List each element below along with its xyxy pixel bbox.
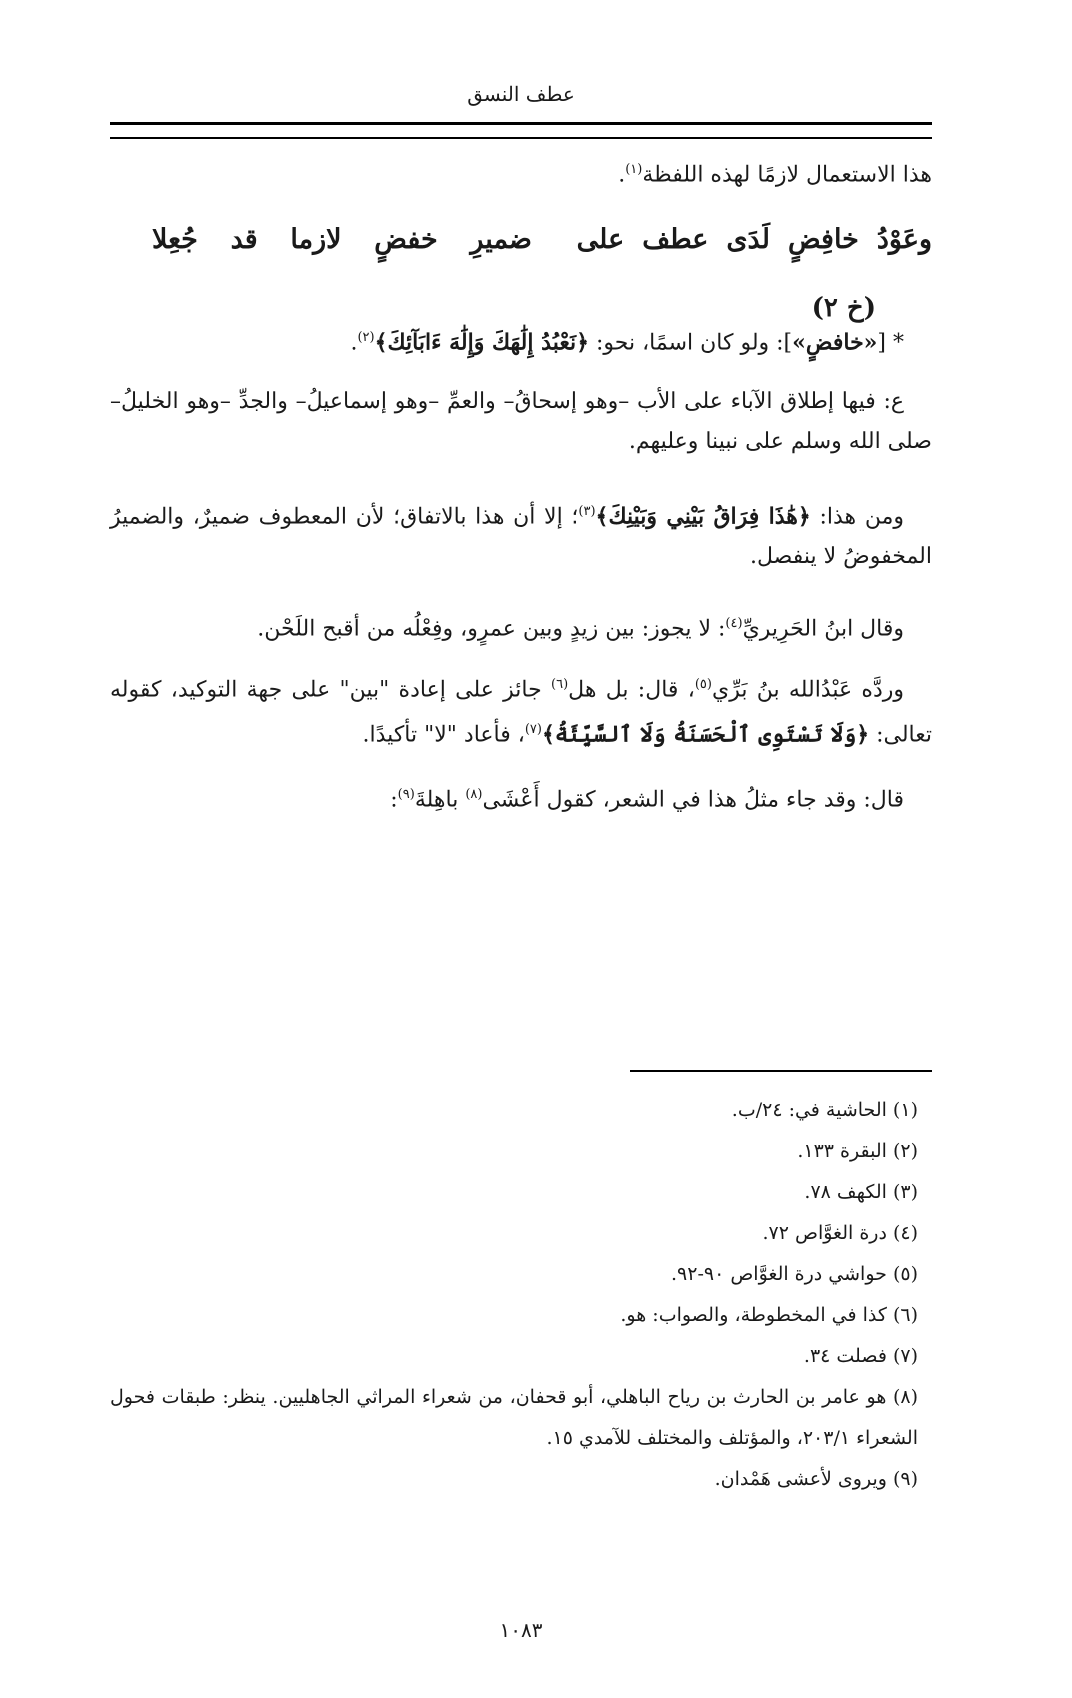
verse-word: قد [230, 224, 258, 255]
paragraph-6 [110, 775, 932, 820]
header-rule-thin [110, 137, 932, 139]
footnote-ref: (٢) [357, 330, 375, 345]
text: : [390, 787, 398, 813]
intro-text: هذا الاستعمال لازمًا لهذه اللفظة [642, 162, 932, 188]
footnote: (٢) البقرة ١٣٣. [797, 1140, 918, 1162]
verse-reference: (خ ٢) [811, 293, 876, 323]
footnote-ref: (٤) [725, 616, 743, 631]
verse-word: ضميرِ [470, 224, 532, 255]
footnote-ref: (٩) [397, 787, 415, 802]
verse-word: خافِضٍ [787, 224, 859, 255]
text: * [ [877, 330, 904, 356]
paragraph-2: ع: فيها إطلاق الآباء على الأب –وهو إسحاقُ– والعمِّ –وهو إسماعيلُ– والجدِّ –وهو الخليلُ– صلى الله وسلم على نبينا وعليهم. [110, 389, 932, 454]
text: ، قال: بل هل [568, 677, 695, 703]
quran-quote: ﴿وَلَا تَسْتَوِى ٱلْحَسَنَةُ وَلَا ٱلسَّيِّئَةُ﴾ [541, 721, 870, 748]
text: وردَّه عَبْدُالله بنُ بَرِّي [711, 677, 904, 703]
footnote-ref: (٥) [694, 677, 712, 692]
paragraph-4 [110, 604, 932, 649]
verse-hemistich-2 [152, 218, 532, 262]
verse-word: وعَوْدُ [876, 224, 932, 255]
footnote: (٣) الكهف ٧٨. [804, 1181, 918, 1203]
footnotes [110, 1090, 932, 1500]
verse-word: خفضٍ [374, 224, 438, 255]
text: ؛ إلا أن هذا بالاتفاق؛ لأن المعطوف ضميرٌ، والضميرُ المخفوضُ لا ينفصل. [110, 504, 932, 570]
bold-term: «خافضٍ» [792, 329, 878, 356]
verse-hemistich-1 [576, 218, 932, 262]
text: ]: ولو كان اسمًا، نحو: [588, 330, 793, 356]
footnote: (١) الحاشية في: ٢٤/ب. [731, 1099, 918, 1121]
footnote-separator [630, 1070, 932, 1072]
verse-word: على [576, 224, 625, 255]
verse-block [152, 218, 932, 262]
text: وقال ابنُ الحَرِيريِّ [742, 616, 904, 642]
footnote: (٧) فصلت ٣٤. [803, 1345, 918, 1367]
footnote-ref: (٦) [551, 677, 569, 692]
footnote-ref: (٣) [578, 504, 596, 519]
text: جائز على إعادة "بين" على جهة التوكيد، كقوله تعالى: [110, 677, 932, 748]
quran-quote: ﴿نَعْبُدُ إِلَٰهَكَ وَإِلَٰهَ ءَابَآئِكَ﴾ [374, 329, 589, 356]
intro-line: هذا الاستعمال لازمًا لهذه اللفظة$^{(١)}$. [618, 162, 932, 188]
quran-quote: ﴿هَٰذَا فِرَاقُ بَيْنِي وَبَيْنِكَ﴾ [595, 503, 811, 530]
footnote: (٦) كذا في المخطوطة، والصواب: هو. [620, 1304, 918, 1326]
verse-word: لَدَى [726, 224, 770, 255]
verse-line [152, 218, 932, 262]
page-number: ١٠٨٣ [499, 1618, 543, 1642]
text: : لا يجوز: بين زيدٍ وبين عمرٍو، وفِعْلُه من أقبح اللَحْن. [257, 616, 726, 642]
verse-word: عطف [642, 224, 709, 255]
verse-word: لازما [290, 224, 342, 255]
footnote-ref: (١) [625, 162, 643, 177]
footnote: (٤) درة الغوَّاص ٧٢. [762, 1222, 918, 1244]
paragraph-5 [110, 665, 932, 756]
paragraph-1: * [«خافضٍ»]: ولو كان اسمًا، نحو: ﴿نَعْبُدُ إِلَٰهَكَ وَإِلَٰهَ ءَابَآئِكَ﴾$^{(٢)}$. [350, 329, 904, 356]
footnote-ref: (٨) [465, 787, 483, 802]
text: قال: وقد جاء مثلُ هذا في الشعر، كقول أَعْشَى [482, 787, 904, 813]
text: ومن هذا: [810, 504, 904, 530]
text: ، فأعاد "لا" تأكيدًا. [362, 722, 525, 748]
footnote: (٥) حواشي درة الغوَّاص ٩٠-٩٢. [670, 1263, 918, 1285]
paragraph-3 [110, 492, 932, 577]
footnote: (٨) هو عامر بن الحارث بن رياح الباهلي، أبو قحفان، من شعراء المراثي الجاهليين. ينظر: طبقات فحول الشعراء ٢٠٣/١، والمؤتلف والمختلف للآمدي ١٥. [110, 1386, 918, 1449]
footnote: (٩) ويروى لأعشى هَمْدان. [714, 1468, 918, 1490]
verse-word: جُعِلا [152, 224, 198, 255]
header-rule-thick [110, 122, 932, 125]
running-header: عطف النسق [467, 82, 575, 106]
text: باهِلةَ [414, 787, 466, 813]
footnote-ref: (٧) [524, 722, 542, 738]
